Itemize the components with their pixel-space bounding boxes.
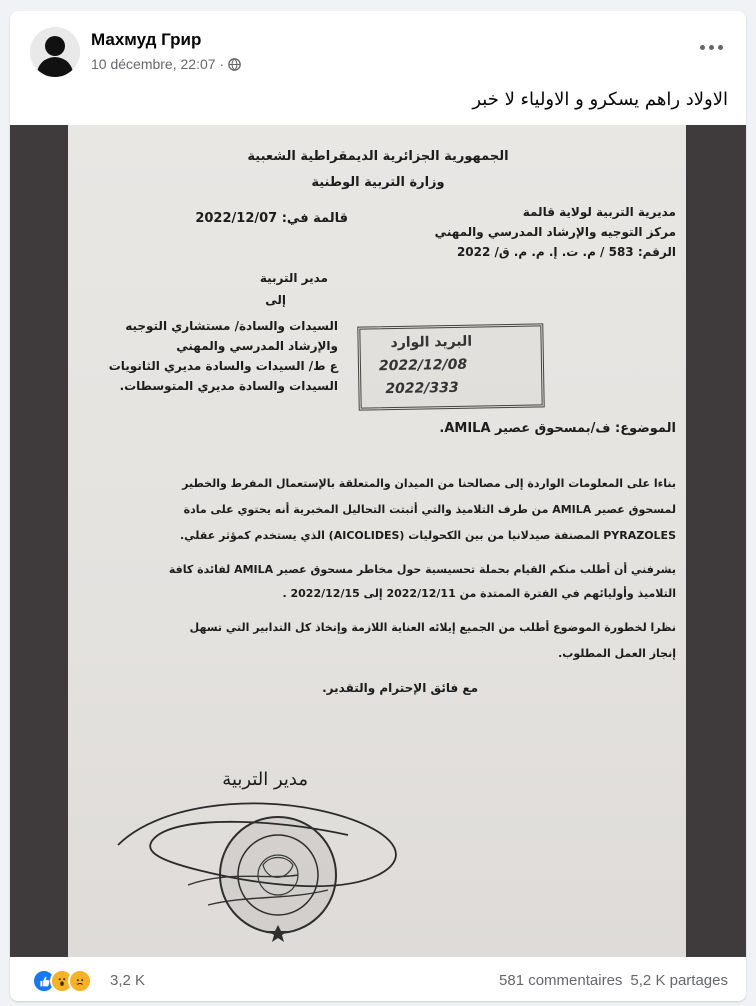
doc-para2-line2: التلاميذ وأوليائهم في الفترة الممتدة من 2022/12/11 إلى 2022/12/15 .: [282, 587, 676, 600]
reaction-count[interactable]: 3,2 K: [110, 972, 146, 989]
comments-count[interactable]: 581 commentaires: [499, 972, 623, 989]
post-photo[interactable]: [10, 125, 746, 957]
doc-header-2: وزارة التربية الوطنية: [311, 175, 445, 190]
sad-icon: [68, 969, 92, 993]
more-options-icon: [700, 45, 705, 50]
doc-recipient-1: السيدات والسادة/ مستشاري التوجيه: [125, 319, 338, 333]
received-stamp: [357, 323, 544, 410]
post-footer: [10, 957, 746, 1001]
globe-icon: [228, 58, 241, 71]
doc-to: إلى: [265, 293, 286, 307]
doc-para2-line1: يشرفني أن أطلب منكم القيام بحملة تحسيسية حول مخاطر مسحوق عصير AMILA لفائدة كافة: [168, 563, 676, 576]
post-stats: [499, 972, 728, 989]
doc-para1-line3: PYRAZOLES المصنفة صيدلانيا من بين الكحوليات (AICOLIDES) الذي يستخدم كمؤثر عقلي.: [180, 529, 676, 542]
doc-subject: الموضوع: ف/بمسحوق عصير AMILA.: [439, 421, 676, 436]
doc-signature-title: مدير التربية: [222, 769, 308, 790]
doc-para1-line1: بناءا على المعلومات الواردة إلى مصالحنا من الميدان والمتعلقة بالإستعمال المفرط والخطير: [182, 477, 676, 490]
post-timestamp[interactable]: 10 décembre, 22:07: [91, 56, 216, 72]
doc-para1-line2: لمسحوق عصير AMILA من طرف التلاميذ والتي أثبتت التحاليل المخبرية أنه يحتوي على مادة: [183, 503, 676, 516]
stamp-title: البريد الوارد: [390, 333, 473, 352]
doc-ref: الرقم: 583 / م. ت. إ. م. م. ق/ 2022: [456, 245, 676, 259]
doc-recipient-3: ع ط/ السيدات والسادة مديري الثانويات: [108, 359, 338, 373]
post-card: [10, 11, 746, 1001]
doc-recipient-2: والإرشاد المدرسي والمهني: [176, 339, 338, 353]
post-meta: [91, 56, 241, 72]
doc-directorate: مديرية التربية لولاية قالمة: [522, 205, 676, 219]
doc-recipient-4: السيدات والسادة مديري المتوسطات.: [119, 379, 338, 393]
doc-closing: مع فائق الإحترام والتقدير.: [322, 681, 478, 695]
doc-para3-line2: إنجاز العمل المطلوب.: [558, 647, 676, 660]
profile-silhouette-icon: [30, 27, 80, 77]
doc-header-1: الجمهورية الجزائرية الديمقراطية الشعبية: [247, 149, 509, 164]
stamp-number: 2022/333: [385, 379, 459, 398]
signature-and-seal: [98, 765, 458, 955]
avatar[interactable]: [30, 27, 80, 77]
meta-separator: ·: [219, 56, 225, 72]
more-options-button[interactable]: [696, 37, 726, 57]
stamp-date: 2022/12/08: [378, 356, 468, 375]
doc-date: قالمة في: 2022/12/07: [195, 211, 348, 226]
doc-para3-line1: نظرا لخطورة الموضوع أطلب من الجميع إيلائه العناية اللازمة وإتخاذ كل التدابير التي تسهل: [189, 621, 676, 634]
document-paper: [68, 125, 686, 957]
doc-center: مركز التوجيه والإرشاد المدرسي والمهني: [434, 225, 676, 239]
post-caption: الاولاد راهم يسكرو و الاولياء لا خبر: [472, 89, 728, 110]
doc-from: مدير التربية: [259, 271, 328, 285]
reaction-icons[interactable]: [32, 969, 86, 993]
author-name[interactable]: Махмуд Грир: [91, 30, 202, 49]
shares-count[interactable]: 5,2 K partages: [630, 972, 728, 989]
